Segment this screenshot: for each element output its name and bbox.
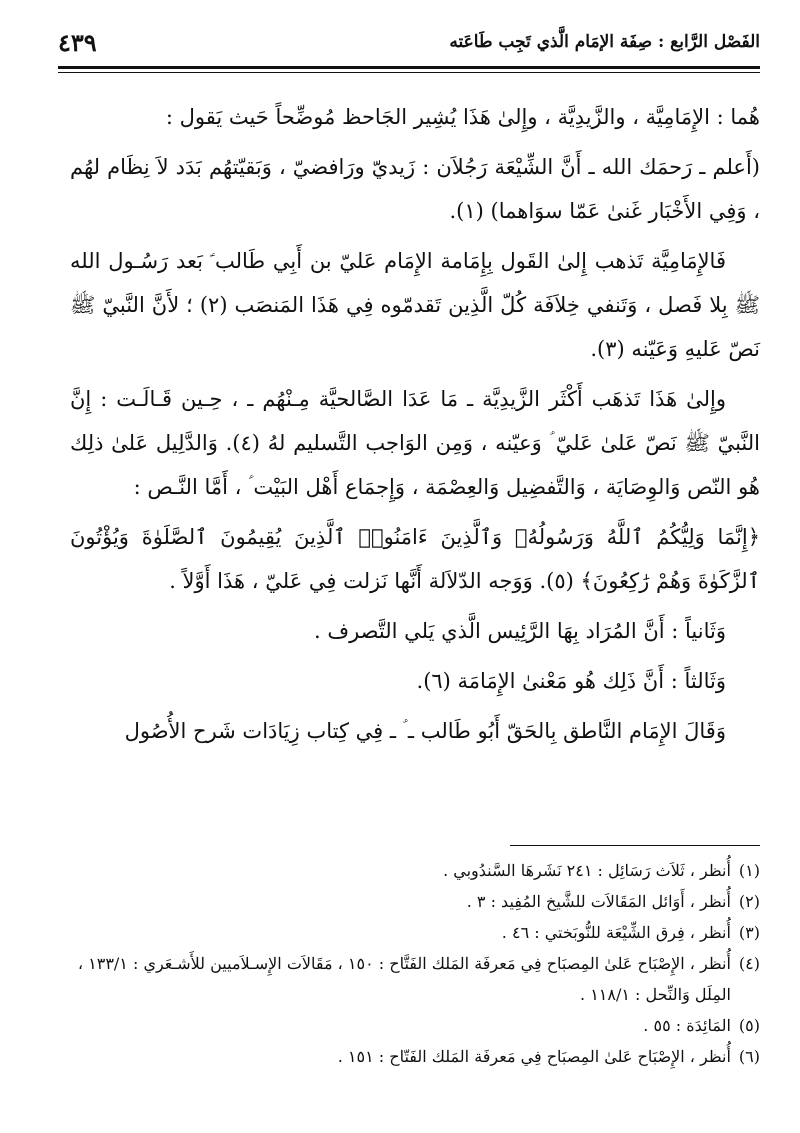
- footnotes: [70, 855, 760, 1072]
- footnote-number: (٤): [738, 954, 760, 973]
- footnote-separator: [510, 845, 760, 846]
- paragraph-8: وَقَالَ الإِمَام النَّاطق بِالحَقّ أَبُو طَالب ـ ؑ ـ فِي كِتاب زِيَادَات شَرح الأُصُول: [124, 719, 726, 743]
- footnote-text: المَائِدَة : ٥٥ .: [643, 1016, 731, 1035]
- header-rule-thin: [58, 72, 760, 73]
- paragraph-7: وَثَالثاً : أَنَّ ذَلِك هُو مَعْنىٰ الإِمَامَة (٦).: [416, 669, 726, 693]
- footnote-text: أُنظر ، فِرق الشِّيْعَة للنُّوبَختي : ٤٦ .: [501, 923, 731, 942]
- footnote-text: أُنظر ، الإِصْبَاح عَلىٰ المِصبَاح فِي مَعرفَة المَلك الفَتّاح : ١٥١ .: [337, 1047, 731, 1066]
- footnote-item: [70, 855, 760, 886]
- paragraph-6: وَثَانياً : أَنَّ المُرَاد بِهَا الرَّئِيس الَّذي يَلي التَّصرف .: [313, 619, 726, 643]
- page-header: [58, 22, 760, 72]
- footnote-number: (٦): [738, 1047, 760, 1066]
- paragraph-2: (أَعلم ـ رَحمَك الله ـ أَنَّ الشِّيْعَة رَجُلاَن : زَيديّ ورَافضيّ ، وَبَقيّتهُم بَدَد لاَ نِظَام لهُم ، وَفِي الأَخْبَار غَنىٰ عَمّا سوَاهما) (١).: [70, 155, 760, 223]
- footnote-text: أُنظر ، ثَلاَث رَسَائِل : ٢٤١ نَشَرهَا السَّندُوبي .: [443, 861, 731, 880]
- paragraph-1: هُما : الإِمَامِيَّة ، والزَّيدِيَّة ، وإِلىٰ هَذَا يُشِير الجَاحظ مُوضِّحاً حَيث يَقول :: [165, 105, 760, 129]
- main-text: [70, 95, 760, 759]
- paragraph-3: فَالإِمَامِيَّة تَذهب إِلىٰ القَول بِإِمَامة الإِمَام عَليّ بن أَبِي طَالب ؑ بَعد رَسُـول الله ﷺ بِلا فَصل ، وَتَنفي خِلاَفَة كُلّ الَّذِين تَقدمّوه فِي هَذَا المَنصَب (٢) ؛ لأَنَّ النَّبيّ ﷺ نَصّ عَليهِ وَعَيّنه (٣).: [70, 249, 760, 361]
- footnote-item: [70, 1010, 760, 1041]
- footnote-item: [70, 948, 760, 1010]
- page-number: ٤٣٩: [58, 28, 97, 57]
- header-rule: [58, 66, 760, 69]
- footnote-number: (٣): [738, 923, 760, 942]
- paragraph-5-quran-verse: ﴿إِنَّمَا وَلِيُّكُمُ ٱللَّهُ وَرَسُولُهُۥ وَٱلَّذِينَ ءَامَنُوا۟ ٱلَّذِينَ يُقِيمُونَ ٱلصَّلَوٰةَ وَيُؤْتُونَ ٱلزَّكَوٰةَ وَهُمْ رَٰكِعُونَ﴾ (٥). وَوَجه الدّلاَلة أَنَّها نَزلت فِي عَليّ ، هَذَا أَوَّلاً .: [70, 525, 760, 593]
- footnote-text: أُنظر ، الإِصْبَاح عَلىٰ المِصبَاح فِي مَعرفَة المَلك الفَتَّاح : ١٥٠ ، مَقَالاَت الإِسـلاَميين للأَشـعَري : ١٣٣/١ ، المِلَل وَالنِّحل : ١١٨/١ .: [77, 954, 731, 1004]
- footnote-number: (١): [738, 861, 760, 880]
- footnote-item: [70, 886, 760, 917]
- footnote-text: أُنظر ، أَوَائل المَقَالاَت للشَّيخ المُفِيد : ٣ .: [466, 892, 731, 911]
- footnote-item: [70, 1041, 760, 1072]
- footnote-number: (٢): [738, 892, 760, 911]
- footnote-number: (٥): [738, 1016, 760, 1035]
- paragraph-4: وإِلىٰ هَذَا تَذهَب أَكْثَر الزَّيدِيَّة ـ مَا عَدَا الصَّالحيَّة مِـنْهُم ـ ، حِـين قَـالَـت : إِنَّ النَّبيّ ﷺ نَصّ عَلىٰ عَليّ ؑ وَعيّنه ، وَمِن الوَاجب التَّسليم لهُ (٤). وَالدَّلِيل عَلىٰ ذلِك هُو النّص وَالوِصَايَة ، وَالتَّفضِيل وَالعِصْمَة ، وَإِجمَاع أَهْل البَيْت ؑ ، أَمَّا النَّـص :: [70, 387, 760, 499]
- footnote-item: [70, 917, 760, 948]
- running-title: الفَصْل الرَّابع : صِفَة الإمَام الَّذي تَجِب طَاعَته: [449, 32, 760, 52]
